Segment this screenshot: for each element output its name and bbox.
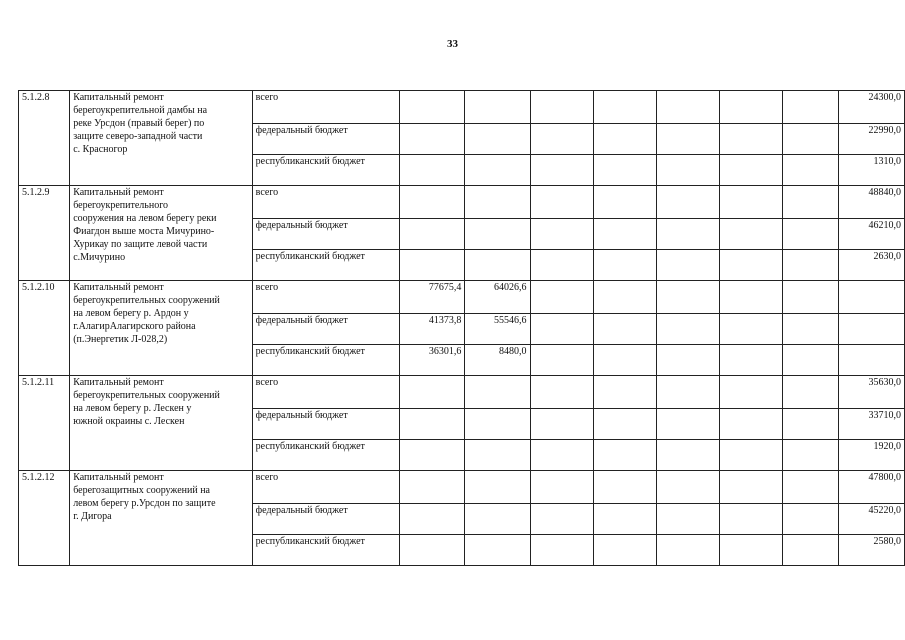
amount-cell: 1920,0 — [838, 440, 904, 471]
amount-cell: 41373,8 — [400, 314, 465, 345]
amount-cell — [783, 281, 839, 314]
amount-cell — [656, 440, 719, 471]
amount-cell: 36301,6 — [400, 345, 465, 376]
amount-cell — [719, 124, 782, 155]
amount-cell — [656, 250, 719, 281]
item-description-cell — [70, 186, 252, 281]
amount-cell — [783, 91, 839, 124]
amount-cell — [656, 124, 719, 155]
amount-cell: 45220,0 — [838, 504, 904, 535]
funding-level: федеральный бюджет — [252, 314, 399, 345]
amount-cell — [593, 219, 656, 250]
funding-level: всего — [252, 376, 399, 409]
item-description-cell — [70, 471, 252, 566]
amount-cell: 2580,0 — [838, 535, 904, 566]
amount-cell — [719, 345, 782, 376]
amount-cell — [400, 91, 465, 124]
amount-cell — [400, 124, 465, 155]
amount-cell — [593, 155, 656, 186]
amount-cell — [530, 186, 593, 219]
amount-cell — [783, 440, 839, 471]
item-description-cell — [70, 281, 252, 376]
amount-cell — [719, 219, 782, 250]
amount-cell: 77675,4 — [400, 281, 465, 314]
amount-cell — [656, 91, 719, 124]
funding-level: республиканский бюджет — [252, 155, 399, 186]
amount-cell — [400, 186, 465, 219]
amount-cell — [465, 219, 530, 250]
funding-level: республиканский бюджет — [252, 440, 399, 471]
amount-cell — [465, 409, 530, 440]
amount-cell — [719, 250, 782, 281]
item-code: 5.1.2.12 — [19, 471, 70, 566]
amount-cell — [593, 376, 656, 409]
funding-level: республиканский бюджет — [252, 345, 399, 376]
amount-cell — [530, 155, 593, 186]
amount-cell — [530, 376, 593, 409]
funding-level: федеральный бюджет — [252, 504, 399, 535]
table-row — [19, 186, 905, 219]
amount-cell — [593, 345, 656, 376]
amount-cell — [838, 281, 904, 314]
amount-cell: 33710,0 — [838, 409, 904, 440]
amount-cell — [593, 440, 656, 471]
amount-cell — [838, 314, 904, 345]
table-row — [19, 281, 905, 314]
item-description: Капитальный ремонт берегоукрепительных сооружений на левом берегу р. Лескен у южной окраины с. Лескен — [73, 377, 220, 427]
table-row — [19, 471, 905, 504]
amount-cell: 55546,6 — [465, 314, 530, 345]
amount-cell — [530, 124, 593, 155]
amount-cell — [838, 345, 904, 376]
funding-level: федеральный бюджет — [252, 124, 399, 155]
amount-cell — [783, 124, 839, 155]
amount-cell — [656, 409, 719, 440]
amount-cell — [530, 91, 593, 124]
item-description: Капитальный ремонт берегоукрепительных сооружений на левом берегу р. Ардон у г.АлагирАлагирского района (п.Энергетик Л-028,2) — [73, 282, 220, 345]
amount-cell — [656, 345, 719, 376]
amount-cell — [719, 471, 782, 504]
item-description-cell — [70, 376, 252, 471]
amount-cell — [656, 281, 719, 314]
amount-cell — [656, 314, 719, 345]
amount-cell — [400, 219, 465, 250]
amount-cell — [400, 535, 465, 566]
amount-cell — [783, 471, 839, 504]
amount-cell — [656, 219, 719, 250]
amount-cell — [530, 471, 593, 504]
amount-cell — [719, 155, 782, 186]
amount-cell — [530, 281, 593, 314]
amount-cell: 8480,0 — [465, 345, 530, 376]
item-description: Капитальный ремонт берегозащитных сооружений на левом берегу р.Урсдон по защите г. Дигора — [73, 472, 216, 522]
amount-cell — [719, 440, 782, 471]
funding-level: всего — [252, 281, 399, 314]
amount-cell — [783, 219, 839, 250]
amount-cell — [465, 250, 530, 281]
amount-cell — [530, 345, 593, 376]
amount-cell — [783, 155, 839, 186]
amount-cell — [719, 91, 782, 124]
item-code: 5.1.2.10 — [19, 281, 70, 376]
amount-cell: 24300,0 — [838, 91, 904, 124]
amount-cell — [465, 124, 530, 155]
amount-cell — [783, 186, 839, 219]
amount-cell — [593, 314, 656, 345]
amount-cell — [783, 250, 839, 281]
amount-cell — [719, 314, 782, 345]
amount-cell — [530, 409, 593, 440]
funding-level: республиканский бюджет — [252, 535, 399, 566]
amount-cell — [719, 281, 782, 314]
funding-level: республиканский бюджет — [252, 250, 399, 281]
amount-cell: 35630,0 — [838, 376, 904, 409]
amount-cell — [656, 376, 719, 409]
amount-cell — [465, 186, 530, 219]
amount-cell — [465, 155, 530, 186]
item-code: 5.1.2.11 — [19, 376, 70, 471]
amount-cell — [465, 376, 530, 409]
funding-level: всего — [252, 186, 399, 219]
amount-cell — [593, 250, 656, 281]
funding-level: всего — [252, 91, 399, 124]
amount-cell — [719, 535, 782, 566]
amount-cell — [465, 504, 530, 535]
amount-cell — [593, 409, 656, 440]
amount-cell — [530, 219, 593, 250]
amount-cell — [783, 409, 839, 440]
amount-cell — [400, 471, 465, 504]
amount-cell — [530, 314, 593, 345]
amount-cell — [656, 186, 719, 219]
item-code: 5.1.2.9 — [19, 186, 70, 281]
amount-cell — [783, 345, 839, 376]
amount-cell — [656, 155, 719, 186]
amount-cell — [465, 91, 530, 124]
amount-cell — [400, 250, 465, 281]
amount-cell: 22990,0 — [838, 124, 904, 155]
funding-level: всего — [252, 471, 399, 504]
amount-cell — [530, 440, 593, 471]
amount-cell — [593, 471, 656, 504]
amount-cell: 1310,0 — [838, 155, 904, 186]
amount-cell: 47800,0 — [838, 471, 904, 504]
amount-cell — [656, 504, 719, 535]
item-description: Капитальный ремонт берегоукрепительного сооружения на левом берегу реки Фиагдон выше моста Мичурино- Хурикау по защите левой части с.Мичурино — [73, 187, 217, 263]
amount-cell: 2630,0 — [838, 250, 904, 281]
item-code: 5.1.2.8 — [19, 91, 70, 186]
amount-cell — [400, 504, 465, 535]
amount-cell — [593, 91, 656, 124]
amount-cell — [783, 504, 839, 535]
amount-cell: 48840,0 — [838, 186, 904, 219]
amount-cell — [656, 535, 719, 566]
item-description: Капитальный ремонт берегоукрепительной дамбы на реке Урсдон (правый берег) по защите северо-западной части с. Красногор — [73, 92, 208, 155]
amount-cell — [593, 124, 656, 155]
amount-cell: 64026,6 — [465, 281, 530, 314]
amount-cell — [530, 504, 593, 535]
amount-cell — [400, 440, 465, 471]
amount-cell — [465, 471, 530, 504]
amount-cell — [593, 504, 656, 535]
amount-cell — [783, 535, 839, 566]
amount-cell — [530, 535, 593, 566]
amount-cell — [465, 440, 530, 471]
amount-cell — [719, 504, 782, 535]
item-description-cell — [70, 91, 252, 186]
amount-cell — [400, 376, 465, 409]
amount-cell — [719, 409, 782, 440]
amount-cell — [656, 471, 719, 504]
page-number: 33 — [447, 38, 458, 50]
amount-cell — [593, 535, 656, 566]
amount-cell — [719, 376, 782, 409]
amount-cell — [783, 314, 839, 345]
budget-table — [18, 90, 905, 566]
amount-cell — [400, 409, 465, 440]
amount-cell — [465, 535, 530, 566]
amount-cell — [400, 155, 465, 186]
amount-cell — [783, 376, 839, 409]
table-row — [19, 376, 905, 409]
amount-cell — [530, 250, 593, 281]
funding-level: федеральный бюджет — [252, 409, 399, 440]
table-row — [19, 91, 905, 124]
amount-cell — [719, 186, 782, 219]
funding-level: федеральный бюджет — [252, 219, 399, 250]
amount-cell — [593, 281, 656, 314]
amount-cell — [593, 186, 656, 219]
amount-cell: 46210,0 — [838, 219, 904, 250]
